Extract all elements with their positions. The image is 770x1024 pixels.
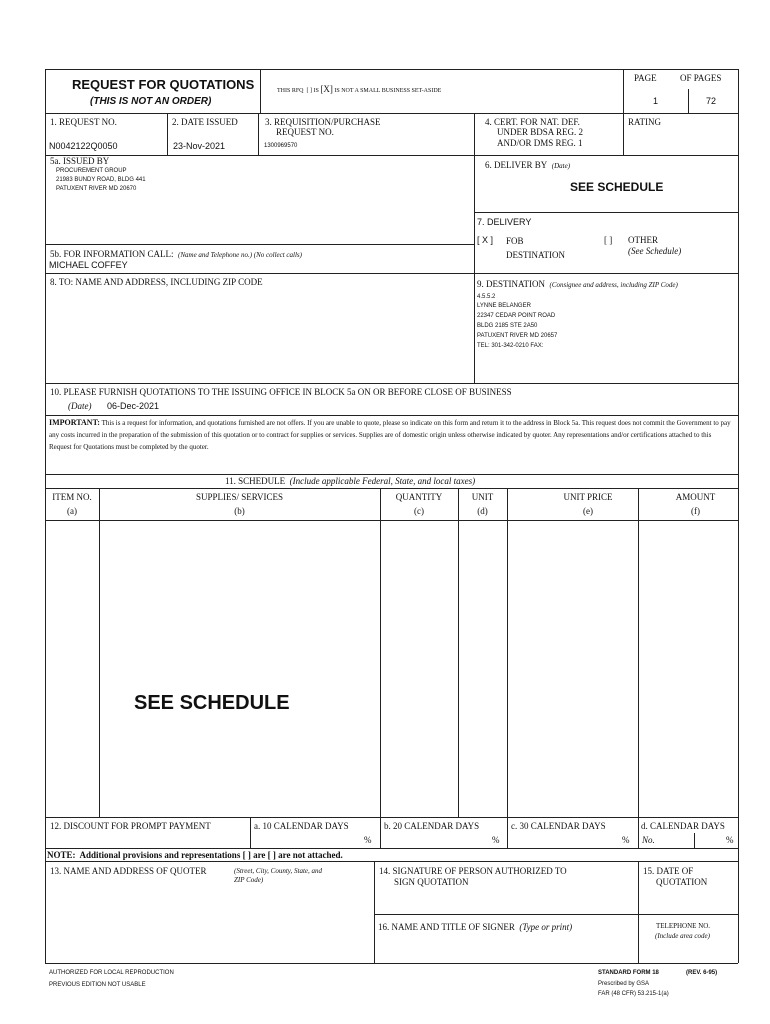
quoter-name-hint-2: ZIP Code): [234, 876, 264, 884]
discount-30-pct: %: [622, 835, 630, 845]
quote-date-label-1: 15. DATE OF: [643, 866, 694, 876]
info-call-value: MICHAEL COFFEY: [49, 260, 128, 270]
of-pages-value: 72: [706, 96, 717, 106]
telephone-label: TELEPHONE NO.: [656, 922, 711, 930]
quoter-name-hint-1: (Street, City, County, State, and: [234, 867, 323, 875]
signer-hint: (Type or print): [519, 922, 573, 932]
quote-date-label-2: QUOTATION: [656, 877, 708, 887]
fob-label-2: DESTINATION: [506, 250, 565, 260]
requisition-value: 1300969570: [264, 143, 298, 149]
signer-label-text: 16. NAME AND TITLE OF SIGNER: [378, 922, 515, 932]
col-supplies: SUPPLIES/ SERVICES: [195, 492, 284, 502]
schedule-hint: (Include applicable Federal, State, and local taxes): [289, 476, 476, 486]
discount-label: 12. DISCOUNT FOR PROMPT PAYMENT: [50, 821, 211, 831]
important-text: This is a request for information, and quotations furnished are not offers. If you are unable to quote, please so indicate on this form and return it to the address in Block 5a. This request does not commit the Government to pay any costs incurred in the preparation of the submission of this quotation or to contract for supplies or services. Supplies are of domestic origin unless otherwise indicated by quoter. Any representations and/or certifications attached to this Request for Quotations must be completed by the quoter.: [49, 419, 731, 452]
request-no-value: N0042122Q0050: [49, 141, 118, 151]
furnish-date-value: 06-Dec-2021: [107, 401, 160, 411]
fob-label-1: FOB: [506, 236, 524, 246]
col-unit-price-sub: (e): [583, 506, 593, 516]
furnish-date-hint: (Date): [68, 401, 92, 411]
col-supplies-sub: (b): [234, 506, 245, 516]
deliver-by-label: [485, 160, 570, 170]
info-call-label-text: 5b. FOR INFORMATION CALL:: [50, 249, 174, 259]
issued-by-line: PROCUREMENT GROUP: [56, 168, 127, 174]
footer-standard-form: STANDARD FORM 18: [598, 970, 659, 976]
requisition-label-1: 3. REQUISITION/PURCHASE: [265, 117, 381, 127]
page-value: 1: [653, 96, 659, 106]
request-no-label: 1. REQUEST NO.: [50, 117, 117, 127]
delivery-label: 7. DELIVERY: [477, 217, 532, 227]
fob-checkbox[interactable]: [ X ]: [477, 235, 494, 245]
requisition-label-2: REQUEST NO.: [276, 127, 334, 137]
deliver-by-hint: (Date): [551, 162, 571, 170]
info-call-hint: (Name and Telephone no.) (No collect calls): [178, 251, 302, 259]
deliver-by-value: SEE SCHEDULE: [570, 180, 664, 194]
destination-line: BLDG 2185 STE 2A50: [477, 323, 538, 329]
col-unit-sub: (d): [477, 506, 488, 516]
destination-label: [477, 279, 678, 289]
other-hint: (See Schedule): [628, 246, 682, 256]
destination-line: 4.5.5.2: [477, 294, 496, 300]
rfq-is-not-checkbox[interactable]: [X]: [320, 84, 333, 94]
rating-label: RATING: [628, 117, 661, 127]
discount-10-days: a. 10 CALENDAR DAYS: [254, 821, 349, 831]
footer-previous-edition: PREVIOUS EDITION NOT USABLE: [49, 982, 146, 988]
discount-20-pct: %: [492, 835, 500, 845]
discount-d-pct: %: [726, 835, 734, 845]
cert-label-3: AND/OR DMS REG. 1: [497, 138, 583, 148]
destination-hint: (Consignee and address, including ZIP Code): [549, 281, 678, 289]
date-issued-label: 2. DATE ISSUED: [172, 117, 238, 127]
col-unit-price: UNIT PRICE: [563, 492, 613, 502]
issued-by-line: 21983 BUNDY ROAD, BLDG 441: [56, 177, 146, 183]
col-item-no-sub: (a): [67, 506, 77, 516]
discount-30-days: c. 30 CALENDAR DAYS: [511, 821, 606, 831]
discount-no-label: No.: [642, 835, 655, 845]
issued-by-line: PATUXENT RIVER MD 20670: [56, 186, 137, 192]
footer-revision: (REV. 6-95): [686, 970, 718, 976]
note-line: [47, 850, 343, 860]
deliver-by-label-text: 6. DELIVER BY: [485, 160, 548, 170]
col-amount: AMOUNT: [675, 492, 716, 502]
signature-label-2: SIGN QUOTATION: [394, 877, 469, 887]
rfq-suffix: IS NOT A SMALL BUSINESS SET-ASIDE: [334, 88, 442, 94]
info-call-label: [50, 249, 302, 259]
note-text: Additional provisions and representations [ ] are [ ] are not attached.: [79, 850, 343, 860]
form-title: REQUEST FOR QUOTATIONS: [72, 77, 255, 92]
page-label: PAGE: [634, 73, 657, 83]
discount-20-days: b. 20 CALENDAR DAYS: [384, 821, 480, 831]
destination-line: PATUXENT RIVER MD 20657: [477, 333, 558, 339]
discount-calendar-days: d. CALENDAR DAYS: [641, 821, 725, 831]
important-label: IMPORTANT:: [49, 418, 100, 427]
rfq-set-aside-line: [277, 84, 441, 94]
destination-label-text: 9. DESTINATION: [477, 279, 545, 289]
rfq-is-label: IS: [313, 88, 319, 94]
footer-reproduction: AUTHORIZED FOR LOCAL REPRODUCTION: [49, 970, 174, 976]
col-amount-sub: (f): [691, 506, 700, 516]
furnish-label: 10. PLEASE FURNISH QUOTATIONS TO THE ISSUING OFFICE IN BLOCK 5a ON OR BEFORE CLOSE OF BUSINESS: [50, 387, 512, 397]
schedule-body-text: SEE SCHEDULE: [134, 692, 290, 714]
cert-label-1: 4. CERT. FOR NAT. DEF.: [485, 117, 580, 127]
footer-prescribed: Prescribed by GSA: [598, 981, 650, 987]
col-quantity-sub: (c): [414, 506, 424, 516]
of-pages-label: OF PAGES: [680, 73, 722, 83]
destination-line: LYNNE BELANGER: [477, 303, 531, 309]
telephone-hint: (Include area code): [655, 932, 710, 940]
schedule-title: [225, 476, 475, 486]
cert-label-2: UNDER BDSA REG. 2: [497, 127, 584, 137]
to-label: 8. TO: NAME AND ADDRESS, INCLUDING ZIP CODE: [50, 277, 263, 287]
signature-label-1: 14. SIGNATURE OF PERSON AUTHORIZED TO: [379, 866, 567, 876]
col-item-no: ITEM NO.: [52, 492, 92, 502]
rfq-is-checkbox[interactable]: [ ]: [306, 88, 313, 94]
quoter-name-label: 13. NAME AND ADDRESS OF QUOTER: [50, 866, 207, 876]
destination-line: 22347 CEDAR POINT ROAD: [477, 313, 556, 319]
date-issued-value: 23-Nov-2021: [173, 141, 226, 151]
col-quantity: QUANTITY: [395, 492, 443, 502]
important-notice: [49, 417, 735, 454]
footer-far: FAR (48 CFR) 53.215-1(a): [598, 991, 669, 997]
col-unit: UNIT: [471, 492, 494, 502]
schedule-title-text: 11. SCHEDULE: [225, 476, 286, 486]
rfq-prefix: THIS RFQ: [277, 88, 304, 94]
other-checkbox[interactable]: [ ]: [604, 235, 613, 245]
other-label: OTHER: [628, 235, 658, 245]
signer-label: [378, 922, 572, 932]
issued-by-label: 5a. ISSUED BY: [50, 156, 110, 166]
form-subtitle: (THIS IS NOT AN ORDER): [90, 96, 212, 107]
note-label: NOTE:: [47, 850, 76, 860]
discount-10-pct: %: [364, 835, 372, 845]
destination-line: TEL: 301-342-0210 FAX:: [477, 343, 544, 349]
